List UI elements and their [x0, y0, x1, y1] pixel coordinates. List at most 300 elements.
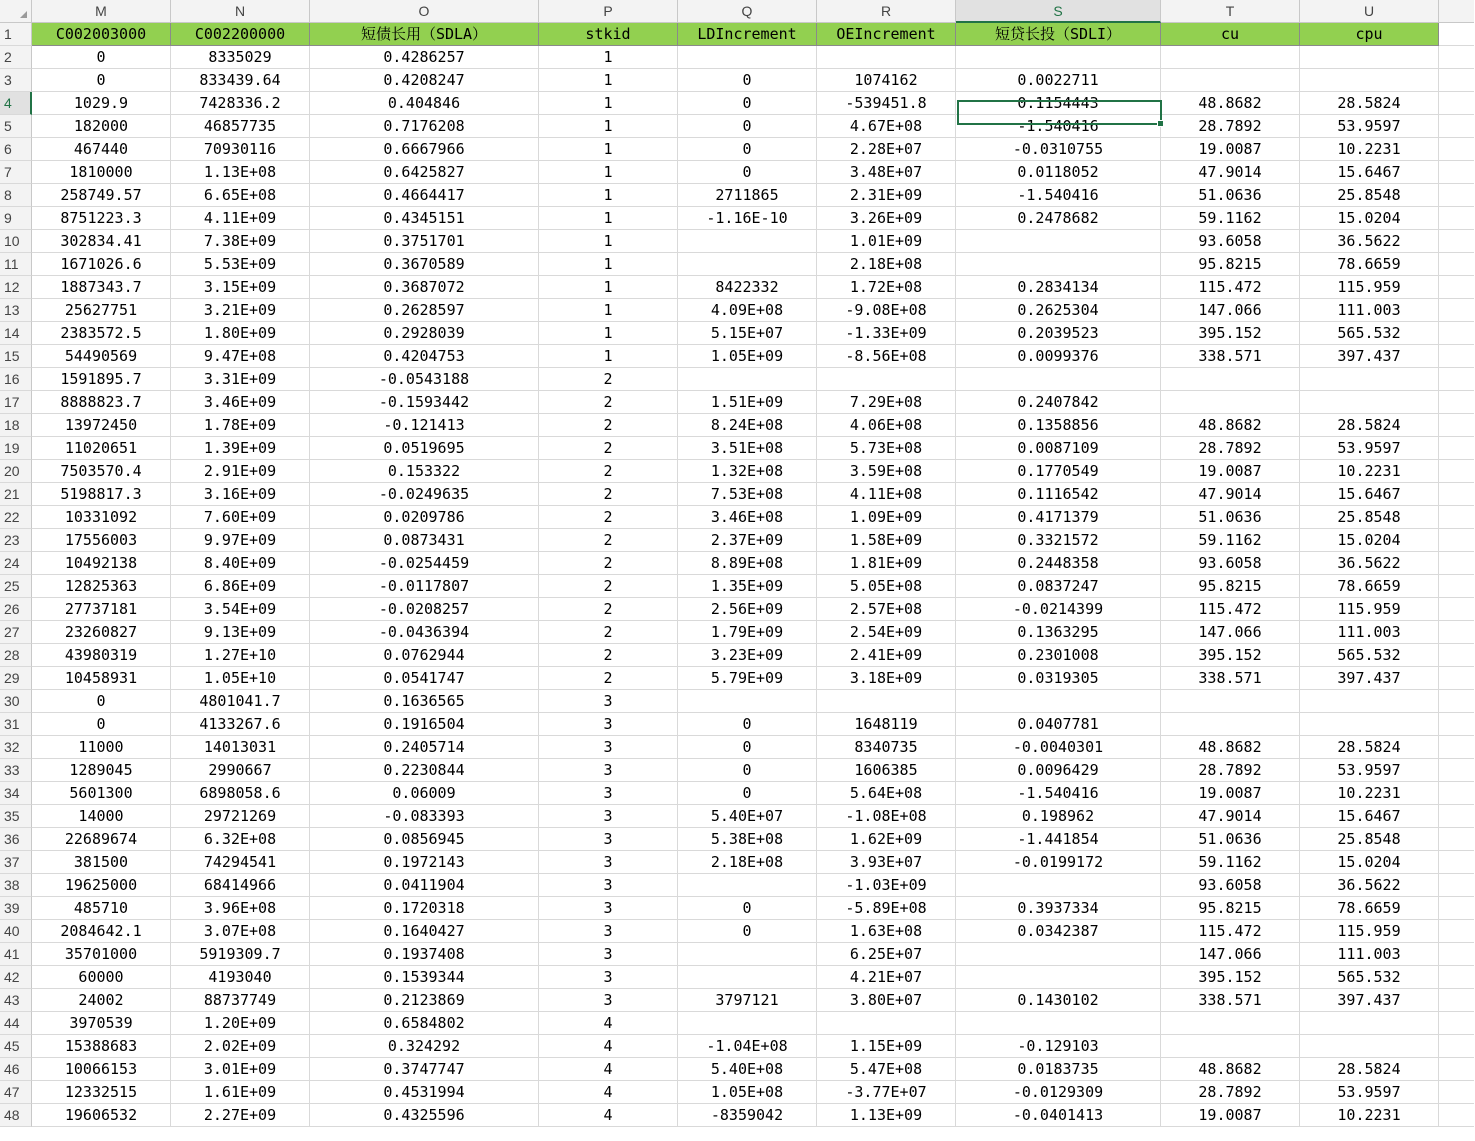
row-header[interactable]: 27	[0, 621, 32, 644]
cell[interactable]: 2.18E+08	[678, 851, 817, 874]
cell[interactable]	[956, 230, 1161, 253]
cell[interactable]: 0	[32, 713, 171, 736]
cell[interactable]: 0.1640427	[310, 920, 539, 943]
cell[interactable]	[1161, 690, 1300, 713]
cell[interactable]: -0.0040301	[956, 736, 1161, 759]
row-header[interactable]: 14	[0, 322, 32, 345]
cell[interactable]: 10.2231	[1300, 782, 1439, 805]
cell[interactable]: 0.2834134	[956, 276, 1161, 299]
header-cell[interactable]: stkid	[539, 23, 678, 46]
row-header[interactable]: 8	[0, 184, 32, 207]
row-header[interactable]: 46	[0, 1058, 32, 1081]
cell[interactable]	[1300, 391, 1439, 414]
cell[interactable]: 0.4208247	[310, 69, 539, 92]
cell[interactable]: 115.959	[1300, 920, 1439, 943]
cell[interactable]: 2	[539, 460, 678, 483]
row-header[interactable]: 26	[0, 598, 32, 621]
cell[interactable]	[678, 690, 817, 713]
cell[interactable]: 1	[539, 138, 678, 161]
cell[interactable]: 36.5622	[1300, 230, 1439, 253]
cell[interactable]: 53.9597	[1300, 1081, 1439, 1104]
cell[interactable]: 11000	[32, 736, 171, 759]
cell[interactable]: 15.0204	[1300, 207, 1439, 230]
cell[interactable]: 60000	[32, 966, 171, 989]
cell[interactable]: 2.18E+08	[817, 253, 956, 276]
cell[interactable]: 115.472	[1161, 920, 1300, 943]
cell[interactable]: 7.29E+08	[817, 391, 956, 414]
cell[interactable]: 395.152	[1161, 644, 1300, 667]
cell[interactable]: 115.959	[1300, 276, 1439, 299]
cell[interactable]	[1161, 368, 1300, 391]
cell[interactable]: 3	[539, 989, 678, 1012]
cell[interactable]: 48.8682	[1161, 1058, 1300, 1081]
column-header-u[interactable]: U	[1300, 0, 1439, 23]
cell[interactable]: 2	[539, 552, 678, 575]
cell[interactable]: 0	[678, 782, 817, 805]
row-header[interactable]: 44	[0, 1012, 32, 1035]
cell[interactable]: 4.09E+08	[678, 299, 817, 322]
cell[interactable]: 8.24E+08	[678, 414, 817, 437]
cell[interactable]: 302834.41	[32, 230, 171, 253]
cell[interactable]: 0.4325596	[310, 1104, 539, 1127]
cell[interactable]: 3.96E+08	[171, 897, 310, 920]
cell[interactable]: 1	[539, 322, 678, 345]
cell[interactable]: -0.121413	[310, 414, 539, 437]
cell[interactable]: 1648119	[817, 713, 956, 736]
cell[interactable]: 48.8682	[1161, 414, 1300, 437]
cell[interactable]: 3797121	[678, 989, 817, 1012]
cell[interactable]: 3.80E+07	[817, 989, 956, 1012]
row-header[interactable]: 17	[0, 391, 32, 414]
cell[interactable]: 3.01E+09	[171, 1058, 310, 1081]
cell[interactable]: 4.11E+08	[817, 483, 956, 506]
column-header-s[interactable]: S	[956, 0, 1161, 23]
cell[interactable]	[956, 874, 1161, 897]
cell[interactable]: 1	[539, 253, 678, 276]
cell[interactable]: 1.63E+08	[817, 920, 956, 943]
cell[interactable]: -9.08E+08	[817, 299, 956, 322]
row-header[interactable]: 19	[0, 437, 32, 460]
cell[interactable]: 1	[539, 207, 678, 230]
cell[interactable]: 3.16E+09	[171, 483, 310, 506]
cell-blank[interactable]	[1439, 644, 1474, 667]
cell[interactable]: 47.9014	[1161, 483, 1300, 506]
cell[interactable]: 115.472	[1161, 276, 1300, 299]
cell-blank[interactable]	[1439, 92, 1474, 115]
cell[interactable]: 0.0118052	[956, 161, 1161, 184]
cell[interactable]: 3.46E+08	[678, 506, 817, 529]
cell[interactable]: 2.27E+09	[171, 1104, 310, 1127]
cell-blank[interactable]	[1439, 414, 1474, 437]
cell[interactable]: 59.1162	[1161, 207, 1300, 230]
cell[interactable]	[1300, 1035, 1439, 1058]
cell[interactable]: 8335029	[171, 46, 310, 69]
cell[interactable]	[678, 943, 817, 966]
cell[interactable]	[956, 1012, 1161, 1035]
cell[interactable]	[678, 874, 817, 897]
cell[interactable]: 2711865	[678, 184, 817, 207]
row-header[interactable]: 31	[0, 713, 32, 736]
cell[interactable]: 1	[539, 184, 678, 207]
cell[interactable]: -0.083393	[310, 805, 539, 828]
column-header-p[interactable]: P	[539, 0, 678, 23]
row-header[interactable]: 20	[0, 460, 32, 483]
cell[interactable]: 0.2301008	[956, 644, 1161, 667]
cell[interactable]	[817, 1012, 956, 1035]
row-header[interactable]: 39	[0, 897, 32, 920]
header-cell[interactable]: 短贷长投（SDLI）	[956, 23, 1161, 46]
cell[interactable]: 4.21E+07	[817, 966, 956, 989]
cell[interactable]	[1300, 690, 1439, 713]
cell[interactable]: 3	[539, 966, 678, 989]
cell[interactable]: 17556003	[32, 529, 171, 552]
cell[interactable]: 0.4286257	[310, 46, 539, 69]
header-cell[interactable]: cu	[1161, 23, 1300, 46]
cell[interactable]: 0.6425827	[310, 161, 539, 184]
cell[interactable]	[1161, 46, 1300, 69]
cell[interactable]: 0.1636565	[310, 690, 539, 713]
cell[interactable]: 93.6058	[1161, 230, 1300, 253]
row-header[interactable]: 28	[0, 644, 32, 667]
cell[interactable]: 36.5622	[1300, 874, 1439, 897]
cell[interactable]: 2	[539, 437, 678, 460]
cell[interactable]: 3	[539, 874, 678, 897]
cell[interactable]: 3.93E+07	[817, 851, 956, 874]
cell[interactable]: 93.6058	[1161, 552, 1300, 575]
cell[interactable]: 9.97E+09	[171, 529, 310, 552]
cell[interactable]: 1.81E+09	[817, 552, 956, 575]
cell[interactable]: 0.2039523	[956, 322, 1161, 345]
column-header-q[interactable]: Q	[678, 0, 817, 23]
cell[interactable]: 7.60E+09	[171, 506, 310, 529]
cell-blank[interactable]	[1439, 345, 1474, 368]
cell[interactable]	[678, 368, 817, 391]
cell[interactable]: 0.0519695	[310, 437, 539, 460]
row-header[interactable]: 24	[0, 552, 32, 575]
cell[interactable]: 5.40E+08	[678, 1058, 817, 1081]
cell[interactable]: -0.0199172	[956, 851, 1161, 874]
cell-blank[interactable]	[1439, 276, 1474, 299]
cell[interactable]: 4	[539, 1104, 678, 1127]
cell[interactable]: 5.53E+09	[171, 253, 310, 276]
cell[interactable]: 15.0204	[1300, 851, 1439, 874]
cell[interactable]: 2.91E+09	[171, 460, 310, 483]
cell[interactable]: 0.1154443	[956, 92, 1161, 115]
cell[interactable]: 1	[539, 46, 678, 69]
cell[interactable]: 0.4204753	[310, 345, 539, 368]
row-header[interactable]: 35	[0, 805, 32, 828]
cell[interactable]: 53.9597	[1300, 437, 1439, 460]
cell-blank[interactable]	[1439, 368, 1474, 391]
cell[interactable]: 1.13E+08	[171, 161, 310, 184]
cell[interactable]: 0.1770549	[956, 460, 1161, 483]
cell[interactable]: 1810000	[32, 161, 171, 184]
cell[interactable]: 78.6659	[1300, 575, 1439, 598]
cell[interactable]: 5.40E+07	[678, 805, 817, 828]
cell[interactable]: 565.532	[1300, 644, 1439, 667]
cell[interactable]	[956, 368, 1161, 391]
cell[interactable]: 3.15E+09	[171, 276, 310, 299]
cell[interactable]: -0.0249635	[310, 483, 539, 506]
cell[interactable]: 2	[539, 529, 678, 552]
cell[interactable]: 182000	[32, 115, 171, 138]
cell[interactable]: 10.2231	[1300, 1104, 1439, 1127]
cell[interactable]: 115.472	[1161, 598, 1300, 621]
cell[interactable]: 1.35E+09	[678, 575, 817, 598]
cell[interactable]: 565.532	[1300, 322, 1439, 345]
cell[interactable]: 19.0087	[1161, 460, 1300, 483]
cell[interactable]: 14013031	[171, 736, 310, 759]
cell[interactable]: 28.5824	[1300, 736, 1439, 759]
cell[interactable]: 2	[539, 368, 678, 391]
cell[interactable]: 1	[539, 345, 678, 368]
cell-blank[interactable]	[1439, 529, 1474, 552]
cell[interactable]: -1.441854	[956, 828, 1161, 851]
cell[interactable]: 1.27E+10	[171, 644, 310, 667]
cell[interactable]: 381500	[32, 851, 171, 874]
cell[interactable]: 0	[678, 115, 817, 138]
cell-blank[interactable]	[1439, 920, 1474, 943]
cell-blank[interactable]	[1439, 184, 1474, 207]
cell[interactable]: 5198817.3	[32, 483, 171, 506]
cell[interactable]: 0.0856945	[310, 828, 539, 851]
cell[interactable]: 0.0183735	[956, 1058, 1161, 1081]
cell[interactable]: -8359042	[678, 1104, 817, 1127]
cell-blank[interactable]	[1439, 736, 1474, 759]
cell[interactable]: 0	[678, 69, 817, 92]
cell[interactable]: 0.3321572	[956, 529, 1161, 552]
cell[interactable]: 19606532	[32, 1104, 171, 1127]
cell[interactable]: 10066153	[32, 1058, 171, 1081]
row-header[interactable]: 2	[0, 46, 32, 69]
cell-blank[interactable]	[1439, 1035, 1474, 1058]
cell[interactable]: 0.1430102	[956, 989, 1161, 1012]
cell[interactable]: 2.56E+09	[678, 598, 817, 621]
cell[interactable]: -1.04E+08	[678, 1035, 817, 1058]
cell[interactable]: 397.437	[1300, 989, 1439, 1012]
cell[interactable]: 0.3937334	[956, 897, 1161, 920]
cell[interactable]: 0	[678, 92, 817, 115]
row-header[interactable]: 47	[0, 1081, 32, 1104]
cell[interactable]: 1.58E+09	[817, 529, 956, 552]
row-header[interactable]: 10	[0, 230, 32, 253]
cell[interactable]: 7428336.2	[171, 92, 310, 115]
cell[interactable]: 2084642.1	[32, 920, 171, 943]
cell[interactable]: 27737181	[32, 598, 171, 621]
cell[interactable]: 5.15E+07	[678, 322, 817, 345]
cell-blank[interactable]	[1439, 1012, 1474, 1035]
cell[interactable]	[956, 966, 1161, 989]
cell[interactable]: -0.0208257	[310, 598, 539, 621]
cell[interactable]: 4	[539, 1035, 678, 1058]
cell[interactable]: 43980319	[32, 644, 171, 667]
cell[interactable]: 4193040	[171, 966, 310, 989]
cell[interactable]: 1029.9	[32, 92, 171, 115]
cell[interactable]: 10.2231	[1300, 460, 1439, 483]
cell[interactable]: 6.86E+09	[171, 575, 310, 598]
cell[interactable]: 0.2628597	[310, 299, 539, 322]
cell[interactable]: 95.8215	[1161, 575, 1300, 598]
cell[interactable]: 12825363	[32, 575, 171, 598]
cell[interactable]: -0.0117807	[310, 575, 539, 598]
cell[interactable]: -0.0543188	[310, 368, 539, 391]
cell[interactable]: 1.62E+09	[817, 828, 956, 851]
cell[interactable]: 0.6667966	[310, 138, 539, 161]
cell[interactable]: 0	[32, 46, 171, 69]
cell[interactable]: -8.56E+08	[817, 345, 956, 368]
cell[interactable]: 1.32E+08	[678, 460, 817, 483]
cell[interactable]: -0.0401413	[956, 1104, 1161, 1127]
cell[interactable]	[956, 253, 1161, 276]
column-header-o[interactable]: O	[310, 0, 539, 23]
cell[interactable]: 0.1358856	[956, 414, 1161, 437]
cell[interactable]: 2.57E+08	[817, 598, 956, 621]
cell[interactable]: 3	[539, 897, 678, 920]
cell[interactable]: 0.1363295	[956, 621, 1161, 644]
cell[interactable]: 1.13E+09	[817, 1104, 956, 1127]
cell[interactable]	[1161, 1035, 1300, 1058]
cell[interactable]: -0.129103	[956, 1035, 1161, 1058]
row-header[interactable]: 32	[0, 736, 32, 759]
cell[interactable]: 23260827	[32, 621, 171, 644]
cell[interactable]: 4801041.7	[171, 690, 310, 713]
header-cell[interactable]: C002200000	[171, 23, 310, 46]
column-header-m[interactable]: M	[32, 0, 171, 23]
cell-blank[interactable]	[1439, 437, 1474, 460]
row-header[interactable]: 25	[0, 575, 32, 598]
row-header[interactable]: 22	[0, 506, 32, 529]
cell[interactable]: 19.0087	[1161, 1104, 1300, 1127]
cell[interactable]: -1.540416	[956, 184, 1161, 207]
cell[interactable]	[1161, 713, 1300, 736]
cell-blank[interactable]	[1439, 46, 1474, 69]
cell[interactable]: 3.46E+09	[171, 391, 310, 414]
cell[interactable]: 3	[539, 851, 678, 874]
row-header[interactable]: 16	[0, 368, 32, 391]
row-header[interactable]: 6	[0, 138, 32, 161]
cell[interactable]: 0.4531994	[310, 1081, 539, 1104]
cell-blank[interactable]	[1439, 598, 1474, 621]
cell[interactable]	[817, 46, 956, 69]
row-header[interactable]: 48	[0, 1104, 32, 1127]
cell[interactable]	[817, 368, 956, 391]
cell[interactable]: 0.0087109	[956, 437, 1161, 460]
row-header[interactable]: 30	[0, 690, 32, 713]
cell[interactable]: 19.0087	[1161, 782, 1300, 805]
cell[interactable]: 565.532	[1300, 966, 1439, 989]
cell[interactable]: 53.9597	[1300, 115, 1439, 138]
cell[interactable]: 7503570.4	[32, 460, 171, 483]
cell[interactable]: 4.06E+08	[817, 414, 956, 437]
cell[interactable]: 0.1116542	[956, 483, 1161, 506]
row-header[interactable]: 45	[0, 1035, 32, 1058]
cell[interactable]: 28.5824	[1300, 92, 1439, 115]
cell[interactable]: 2	[539, 667, 678, 690]
cell[interactable]: -0.1593442	[310, 391, 539, 414]
cell[interactable]	[956, 943, 1161, 966]
cell[interactable]: 24002	[32, 989, 171, 1012]
row-header[interactable]: 18	[0, 414, 32, 437]
cell-blank[interactable]	[1439, 391, 1474, 414]
cell[interactable]: 0.198962	[956, 805, 1161, 828]
cell[interactable]: 25627751	[32, 299, 171, 322]
cell[interactable]: 51.0636	[1161, 184, 1300, 207]
cell[interactable]: 4	[539, 1058, 678, 1081]
cell[interactable]: -0.0129309	[956, 1081, 1161, 1104]
header-cell[interactable]: OEIncrement	[817, 23, 956, 46]
cell[interactable]: 0.0837247	[956, 575, 1161, 598]
cell[interactable]: 29721269	[171, 805, 310, 828]
cell[interactable]: 0.0022711	[956, 69, 1161, 92]
cell-blank[interactable]	[1439, 966, 1474, 989]
cell[interactable]: 1	[539, 69, 678, 92]
row-header[interactable]: 11	[0, 253, 32, 276]
row-header[interactable]: 21	[0, 483, 32, 506]
cell[interactable]: 0.1720318	[310, 897, 539, 920]
cell-blank[interactable]	[1439, 989, 1474, 1012]
cell[interactable]	[678, 253, 817, 276]
cell[interactable]: 5.79E+09	[678, 667, 817, 690]
cell-blank[interactable]	[1439, 138, 1474, 161]
cell[interactable]: 0.7176208	[310, 115, 539, 138]
cell-blank[interactable]	[1439, 1058, 1474, 1081]
cell[interactable]: 68414966	[171, 874, 310, 897]
row-header[interactable]: 23	[0, 529, 32, 552]
cell-blank[interactable]	[1439, 782, 1474, 805]
cell[interactable]: 1	[539, 299, 678, 322]
cell-blank[interactable]	[1439, 1081, 1474, 1104]
cell[interactable]: 0	[678, 138, 817, 161]
cell[interactable]: 1289045	[32, 759, 171, 782]
cell[interactable]: 395.152	[1161, 322, 1300, 345]
cell[interactable]: 0.1539344	[310, 966, 539, 989]
row-header[interactable]: 34	[0, 782, 32, 805]
cell[interactable]: 28.5824	[1300, 414, 1439, 437]
cell[interactable]: 25.8548	[1300, 828, 1439, 851]
cell[interactable]: 0	[678, 736, 817, 759]
cell-blank[interactable]	[1439, 805, 1474, 828]
cell[interactable]: 10.2231	[1300, 138, 1439, 161]
column-header-t[interactable]: T	[1161, 0, 1300, 23]
cell[interactable]: 2.54E+09	[817, 621, 956, 644]
cell[interactable]: 0	[32, 690, 171, 713]
cell[interactable]: 0.3747747	[310, 1058, 539, 1081]
cell[interactable]: 8888823.7	[32, 391, 171, 414]
cell[interactable]: 111.003	[1300, 943, 1439, 966]
row-header[interactable]: 3	[0, 69, 32, 92]
cell[interactable]: 54490569	[32, 345, 171, 368]
row-header[interactable]: 12	[0, 276, 32, 299]
cell[interactable]: 1	[539, 115, 678, 138]
cell[interactable]: 10458931	[32, 667, 171, 690]
cell[interactable]: 0.3751701	[310, 230, 539, 253]
cell[interactable]: 4133267.6	[171, 713, 310, 736]
cell[interactable]: 3	[539, 828, 678, 851]
row-header[interactable]: 29	[0, 667, 32, 690]
cell[interactable]: 3	[539, 782, 678, 805]
cell[interactable]: 59.1162	[1161, 851, 1300, 874]
cell[interactable]: 74294541	[171, 851, 310, 874]
cell[interactable]: 0.2448358	[956, 552, 1161, 575]
cell[interactable]: 2	[539, 598, 678, 621]
cell[interactable]: 47.9014	[1161, 161, 1300, 184]
cell[interactable]: 0	[678, 161, 817, 184]
cell[interactable]: 0.3687072	[310, 276, 539, 299]
cell[interactable]: 3.54E+09	[171, 598, 310, 621]
cell[interactable]: 36.5622	[1300, 552, 1439, 575]
cell-blank[interactable]	[1439, 299, 1474, 322]
cell[interactable]: 8422332	[678, 276, 817, 299]
